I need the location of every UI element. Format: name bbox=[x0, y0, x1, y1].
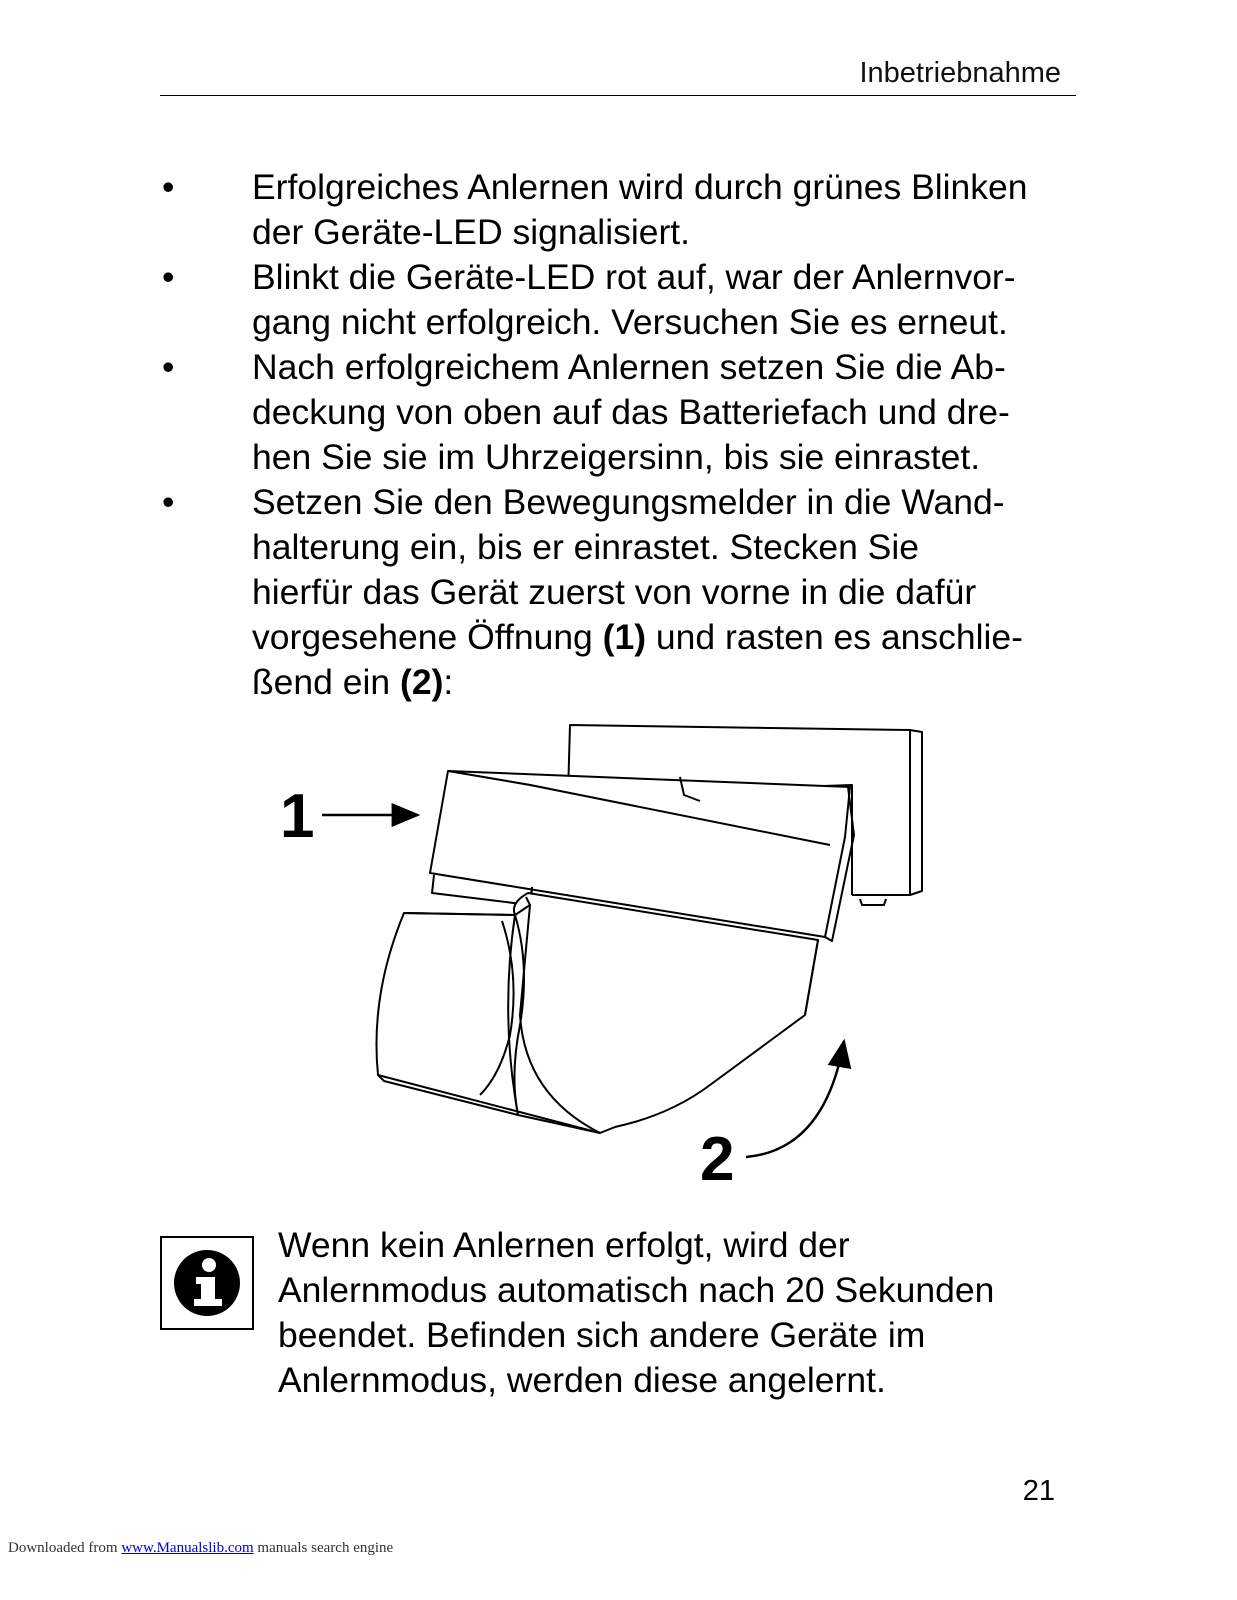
sensor-lens bbox=[376, 893, 818, 1133]
header-rule bbox=[160, 95, 1076, 96]
instruction-list bbox=[160, 165, 1080, 705]
running-head: Inbetriebnahme bbox=[859, 57, 1061, 89]
text-line: hierfür das Gerät zuerst von vorne in die dafür bbox=[252, 572, 977, 612]
bullet-icon: • bbox=[162, 482, 175, 522]
manualslib-link[interactable]: www.Manualslib.com bbox=[121, 1540, 254, 1556]
text-line: Anlernmodus automatisch nach 20 Sekunden bbox=[278, 1270, 995, 1310]
text-line: deckung von oben auf das Batteriefach und dre- bbox=[252, 392, 1010, 432]
text-line: Erfolgreiches Anlernen wird durch grünes Blinken bbox=[252, 167, 1028, 207]
info-icon bbox=[172, 1248, 242, 1318]
callout-label-1: 1 bbox=[280, 782, 315, 851]
download-footer bbox=[8, 1540, 393, 1557]
text-line: Wenn kein Anlernen erfolgt, wird der bbox=[278, 1225, 850, 1265]
text-run: ßend ein bbox=[252, 662, 401, 702]
bullet-icon: • bbox=[162, 167, 175, 207]
rotate-arrow-icon bbox=[746, 1041, 844, 1157]
text-line: Blinkt die Geräte-LED rot auf, war der Anlernvor- bbox=[252, 257, 1016, 297]
text-run: : bbox=[443, 662, 454, 702]
motion-detector-illustration bbox=[270, 715, 950, 1200]
callout-ref-1: (1) bbox=[602, 617, 647, 657]
text-line: Anlernmodus, werden diese angelernt. bbox=[278, 1360, 886, 1400]
text-line: gang nicht erfolgreich. Versuchen Sie es erneut. bbox=[252, 302, 1008, 342]
text-line: Setzen Sie den Bewegungsmelder in die Wand- bbox=[252, 482, 1005, 522]
bullet-icon: • bbox=[162, 347, 175, 387]
list-item bbox=[160, 255, 1080, 345]
footer-suffix: manuals search engine bbox=[253, 1540, 394, 1556]
text-line bbox=[252, 615, 1080, 660]
text-line bbox=[252, 660, 1080, 705]
text-line: Nach erfolgreichem Anlernen setzen Sie die Ab- bbox=[252, 347, 1006, 387]
text-run: und rasten es anschlie- bbox=[646, 617, 1023, 657]
callout-label-2: 2 bbox=[700, 1125, 735, 1194]
device-drawing bbox=[270, 715, 950, 1200]
bullet-icon: • bbox=[162, 257, 175, 297]
list-item bbox=[160, 480, 1080, 705]
page-number: 21 bbox=[1022, 1475, 1055, 1507]
footer-prefix: Downloaded from bbox=[8, 1540, 122, 1556]
text-line: der Geräte-LED signalisiert. bbox=[252, 212, 691, 252]
note-text bbox=[278, 1223, 1078, 1403]
text-line: halterung ein, bis er einrastet. Stecken Sie bbox=[252, 527, 919, 567]
text-run: vorgesehene Öffnung bbox=[252, 617, 603, 657]
text-line: hen Sie sie im Uhrzeigersinn, bis sie einrastet. bbox=[252, 437, 981, 477]
callout-ref-2: (2) bbox=[400, 662, 444, 702]
list-item bbox=[160, 345, 1080, 480]
info-box bbox=[160, 1236, 254, 1330]
text-line: beendet. Befinden sich andere Geräte im bbox=[278, 1315, 926, 1355]
list-item bbox=[160, 165, 1080, 255]
